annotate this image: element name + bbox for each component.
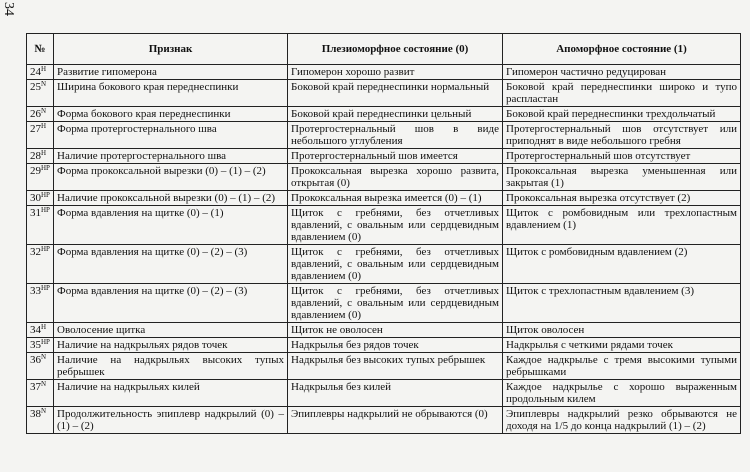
apomorphic-cell: Протергостернальный шов отсутствует <box>503 149 741 164</box>
plesiomorphic-cell: Протергостернальный шов в виде небольшого углубления <box>288 122 503 149</box>
table-row <box>27 164 741 191</box>
row-number-superscript: N <box>41 80 47 88</box>
row-number-superscript: H <box>41 65 47 73</box>
apomorphic-cell: Каждое надкрылье с хорошо выраженным продольным килем <box>503 380 741 407</box>
row-number-value: 30 <box>30 192 41 204</box>
row-number <box>27 323 54 338</box>
table-body <box>27 65 741 434</box>
header-plesio: Плезиоморфное состояние (0) <box>288 34 503 65</box>
row-number <box>27 380 54 407</box>
plesiomorphic-cell: Прококсальная вырезка имеется (0) – (1) <box>288 191 503 206</box>
row-number-value: 36 <box>30 354 41 366</box>
apomorphic-cell: Эпиплевры надкрылий резко обрываются не доходя на 1/5 до конца надкрылий (1) – (2) <box>503 407 741 434</box>
row-number <box>27 65 54 80</box>
plesiomorphic-cell: Надкрылья без килей <box>288 380 503 407</box>
row-number-superscript: HP <box>41 338 50 346</box>
apomorphic-cell: Щиток с трехлопастным вдавлением (3) <box>503 284 741 323</box>
apomorphic-cell: Каждое надкрылье с тремя высокими тупыми ребрышками <box>503 353 741 380</box>
plesiomorphic-cell: Боковой край переднеспинки нормальный <box>288 80 503 107</box>
table-row <box>27 353 741 380</box>
trait-cell: Форма вдавления на щитке (0) – (2) – (3) <box>54 284 288 323</box>
table-row <box>27 122 741 149</box>
row-number <box>27 206 54 245</box>
row-number-value: 32 <box>30 246 41 258</box>
apomorphic-cell: Щиток оволосен <box>503 323 741 338</box>
apomorphic-cell: Надкрылья с четкими рядами точек <box>503 338 741 353</box>
table-row <box>27 149 741 164</box>
row-number <box>27 107 54 122</box>
row-number-value: 37 <box>30 381 41 393</box>
plesiomorphic-cell: Щиток с гребнями, без отчетливых вдавлений, с овальным или сердцевидным вдавлением (0) <box>288 245 503 284</box>
row-number-value: 35 <box>30 339 41 351</box>
apomorphic-cell: Боковой край переднеспинки трехдольчатый <box>503 107 741 122</box>
row-number-superscript: H <box>41 149 47 157</box>
row-number <box>27 164 54 191</box>
apomorphic-cell: Гипомерон частично редуцирован <box>503 65 741 80</box>
row-number <box>27 353 54 380</box>
row-number <box>27 284 54 323</box>
table-row <box>27 338 741 353</box>
table-row <box>27 107 741 122</box>
row-number <box>27 80 54 107</box>
trait-cell: Форма прококсальной вырезки (0) – (1) – (2) <box>54 164 288 191</box>
row-number-superscript: HP <box>41 206 50 214</box>
trait-cell: Форма вдавления на щитке (0) – (1) <box>54 206 288 245</box>
plesiomorphic-cell: Надкрылья без высоких тупых ребрышек <box>288 353 503 380</box>
trait-cell: Наличие на надкрыльях килей <box>54 380 288 407</box>
trait-cell: Наличие прококсальной вырезки (0) – (1) – (2) <box>54 191 288 206</box>
row-number <box>27 338 54 353</box>
apomorphic-cell: Щиток с ромбовидным вдавлением (2) <box>503 245 741 284</box>
header-trait: Признак <box>54 34 288 65</box>
apomorphic-cell: Прококсальная вырезка уменьшенная или закрытая (1) <box>503 164 741 191</box>
plesiomorphic-cell: Надкрылья без рядов точек <box>288 338 503 353</box>
plesiomorphic-cell: Щиток с гребнями, без отчетливых вдавлений, с овальным или сердцевидным вдавлением (0) <box>288 284 503 323</box>
trait-cell: Наличие протергостернального шва <box>54 149 288 164</box>
row-number-superscript: N <box>41 353 47 361</box>
table-row <box>27 191 741 206</box>
table-header-row <box>27 34 741 65</box>
apomorphic-cell: Прококсальная вырезка отсутствует (2) <box>503 191 741 206</box>
row-number-value: 38 <box>30 408 41 420</box>
table-row <box>27 245 741 284</box>
row-number <box>27 407 54 434</box>
plesiomorphic-cell: Эпиплевры надкрылий не обрываются (0) <box>288 407 503 434</box>
row-number-superscript: HP <box>41 164 50 172</box>
table-row <box>27 80 741 107</box>
header-num: № <box>27 34 54 65</box>
plesiomorphic-cell: Боковой край переднеспинки цельный <box>288 107 503 122</box>
apomorphic-cell: Протергостернальный шов отсутствует или приподнят в виде небольшого гребня <box>503 122 741 149</box>
row-number <box>27 245 54 284</box>
row-number-superscript: N <box>41 380 47 388</box>
plesiomorphic-cell: Гипомерон хорошо развит <box>288 65 503 80</box>
row-number-value: 33 <box>30 285 41 297</box>
row-number-superscript: HP <box>41 284 50 292</box>
row-number <box>27 149 54 164</box>
row-number-value: 26 <box>30 108 41 120</box>
table-row <box>27 323 741 338</box>
row-number-superscript: HP <box>41 245 50 253</box>
trait-cell: Оволосение щитка <box>54 323 288 338</box>
row-number-value: 31 <box>30 207 41 219</box>
trait-cell: Форма протергостернального шва <box>54 122 288 149</box>
row-number-value: 27 <box>30 123 41 135</box>
row-number-value: 29 <box>30 165 41 177</box>
row-number-value: 34 <box>30 324 41 336</box>
trait-cell: Наличие на надкрыльях рядов точек <box>54 338 288 353</box>
trait-cell: Наличие на надкрыльях высоких тупых ребрышек <box>54 353 288 380</box>
row-number-superscript: N <box>41 107 47 115</box>
trait-cell: Форма вдавления на щитке (0) – (2) – (3) <box>54 245 288 284</box>
row-number-superscript: H <box>41 122 47 130</box>
table-row <box>27 284 741 323</box>
row-number-value: 25 <box>30 81 41 93</box>
row-number <box>27 122 54 149</box>
apomorphic-cell: Щиток с ромбовидным или трехлопастным вдавлением (1) <box>503 206 741 245</box>
page-number: 34 <box>1 2 16 16</box>
plesiomorphic-cell: Протергостернальный шов имеется <box>288 149 503 164</box>
plesiomorphic-cell: Щиток с гребнями, без отчетливых вдавлений, с овальным или сердцевидным вдавлением (0) <box>288 206 503 245</box>
row-number-value: 24 <box>30 66 41 78</box>
row-number-superscript: H <box>41 323 47 331</box>
row-number <box>27 191 54 206</box>
row-number-superscript: N <box>41 407 47 415</box>
row-number-value: 28 <box>30 150 41 162</box>
row-number-superscript: HP <box>41 191 50 199</box>
table-row <box>27 65 741 80</box>
header-apo: Апоморфное состояние (1) <box>503 34 741 65</box>
plesiomorphic-cell: Прококсальная вырезка хорошо развита, открытая (0) <box>288 164 503 191</box>
table-row <box>27 206 741 245</box>
plesiomorphic-cell: Щиток не оволосен <box>288 323 503 338</box>
trait-cell: Продолжительность эпиплевр надкрылий (0) – (1) – (2) <box>54 407 288 434</box>
apomorphic-cell: Боковой край переднеспинки широко и тупо распластан <box>503 80 741 107</box>
trait-cell: Развитие гипомерона <box>54 65 288 80</box>
table-row <box>27 407 741 434</box>
traits-table <box>26 33 741 434</box>
trait-cell: Форма бокового края переднеспинки <box>54 107 288 122</box>
table-row <box>27 380 741 407</box>
trait-cell: Ширина бокового края переднеспинки <box>54 80 288 107</box>
